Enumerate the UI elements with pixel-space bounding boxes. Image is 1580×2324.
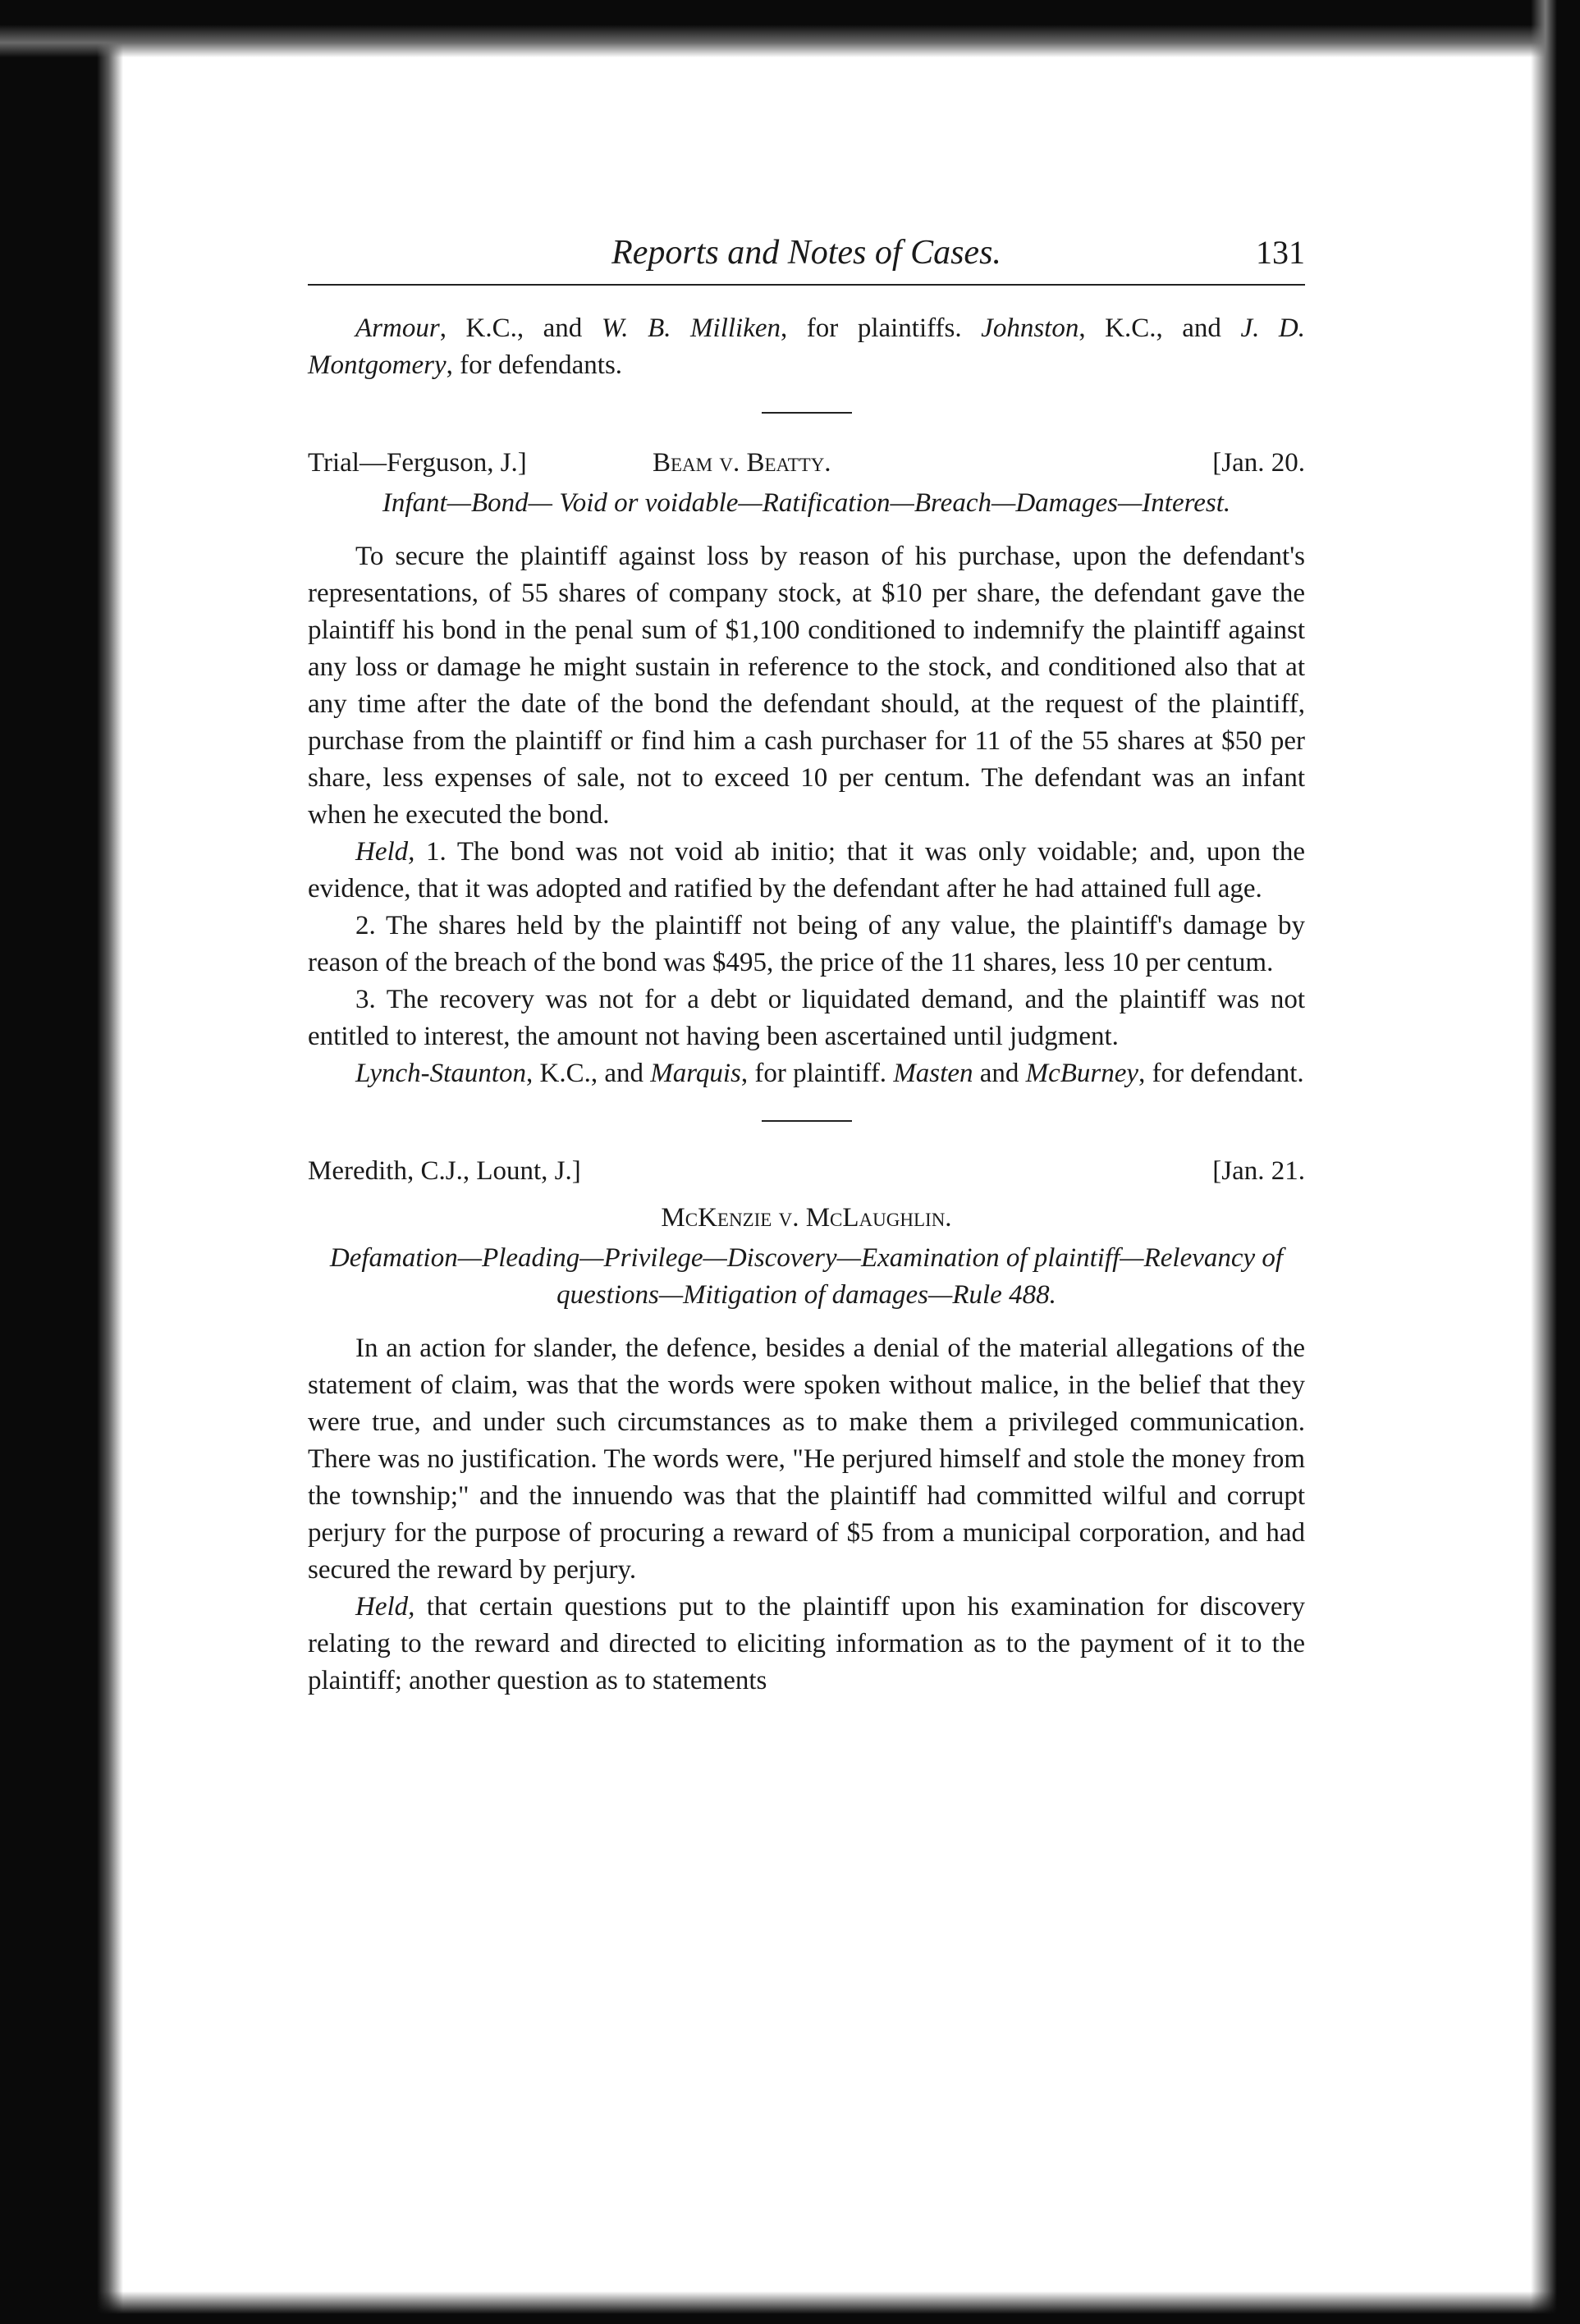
counsel-name: McBurney: [1025, 1059, 1139, 1088]
scan-border-bottom: [0, 2291, 1580, 2324]
scan-border-left: [0, 0, 123, 2324]
case-holding: 2. The shares held by the plaintiff not being of any value, the plaintiff's damage by reason of the breach of the bond was $495, the price of the 11 shares, less 10 per centum.: [308, 911, 1305, 977]
case-heading: [308, 445, 1305, 482]
running-head: [308, 230, 1305, 286]
section-divider: [762, 1120, 852, 1122]
counsel-text: , for plaintiffs.: [781, 313, 982, 343]
held-label: Held,: [355, 837, 415, 867]
counsel-name: Armour: [355, 313, 440, 343]
case-counsel: [308, 1055, 1305, 1092]
counsel-name: W. B. Milliken: [601, 313, 781, 343]
case-name: McKenzie v. McLaughlin.: [661, 1203, 952, 1233]
counsel-text: , K.C., and: [526, 1059, 651, 1088]
counsel-name: J. D. Montgomery: [308, 313, 1306, 380]
case-statement: To secure the plaintiff against loss by reason of his purchase, upon the defendant's representations, of 55 shares of company stock, at $10 per share, the defendant gave the plaintiff his bond in the penal sum of $1,100 conditioned to indemnify the plaintiff against any loss or damage he might sustain in reference to the stock, and conditioned also that at any time after the date of the bond the defendant should, at the request of the plaintiff, purchase from the plaintiff or find him a cash purchaser for 11 of the 55 shares at $50 per share, less expenses of sale, not to exceed 10 per centum. The defendant was an infant when he executed the bond.: [308, 542, 1305, 830]
counsel-name: Masten: [893, 1059, 973, 1088]
counsel-text: , for defendant.: [1138, 1059, 1304, 1088]
case-holding: [308, 1589, 1305, 1700]
case-holding: [308, 834, 1305, 908]
case-statement: In an action for slander, the defence, besides a denial of the material allegations of the statement of claim, was that the words were spoken without malice, in the belief that they were true, and under such circumstances as to make them a privileged communication. There was no justification. The words were, "He perjured himself and stole the money from the township;" and the innuendo was that the plaintiff had committed wilful and corrupt perjury for the purpose of procuring a reward of $5 from a municipal corporation, and had secured the reward by perjury.: [308, 1334, 1305, 1585]
scan-border-top: [0, 0, 1580, 57]
counsel-text: and: [973, 1059, 1026, 1088]
case-date: [Jan. 21.: [1212, 1156, 1305, 1186]
running-title: Reports and Notes of Cases.: [611, 234, 1001, 272]
case-date: [Jan. 20.: [1212, 448, 1305, 478]
counsel-text: , for defendants.: [446, 350, 623, 380]
page-number: 131: [1256, 234, 1305, 271]
counsel-name: Johnston: [981, 313, 1079, 343]
counsel-name: Marquis: [650, 1059, 741, 1088]
prev-case-counsel: [308, 310, 1305, 384]
holding-text: that certain questions put to the plaintiff upon his examination for discovery relating to the reward and directed to eliciting information as to the payment of it to the plaintiff; another question as to statements: [308, 1592, 1305, 1695]
counsel-text: , K.C., and: [1079, 313, 1241, 343]
counsel-text: , for plaintiff.: [740, 1059, 894, 1088]
held-label: Held,: [355, 1592, 415, 1622]
document-page: [308, 230, 1305, 1700]
case-court: Trial—Ferguson, J.]: [308, 448, 527, 478]
case-court: Meredith, C.J., Lount, J.]: [308, 1156, 581, 1186]
case-catchwords: Defamation—Pleading—Privilege—Discovery—Examination of plaintiff—Relevancy of questions—Mitigation of damages—Rule 488.: [329, 1243, 1284, 1310]
case-name: Beam v. Beatty.: [653, 448, 831, 478]
case-catchwords: Infant—Bond— Void or voidable—Ratification—Breach—Damages—Interest.: [382, 488, 1231, 518]
case-body: [308, 1330, 1305, 1700]
section-divider: [762, 412, 852, 414]
counsel-text: , K.C., and: [439, 313, 602, 343]
scan-border-right: [1531, 0, 1580, 2324]
case-heading: [308, 1153, 1305, 1190]
case-body: [308, 538, 1305, 1092]
holding-text: 1. The bond was not void ab initio; that it was only voidable; and, upon the evidence, that it was adopted and ratified by the defendant after he had attained full age.: [308, 837, 1305, 904]
counsel-name: Lynch-Staunton: [355, 1059, 526, 1088]
case-holding: 3. The recovery was not for a debt or liquidated demand, and the plaintiff was not entitled to interest, the amount not having been ascertained until judgment.: [308, 985, 1305, 1051]
